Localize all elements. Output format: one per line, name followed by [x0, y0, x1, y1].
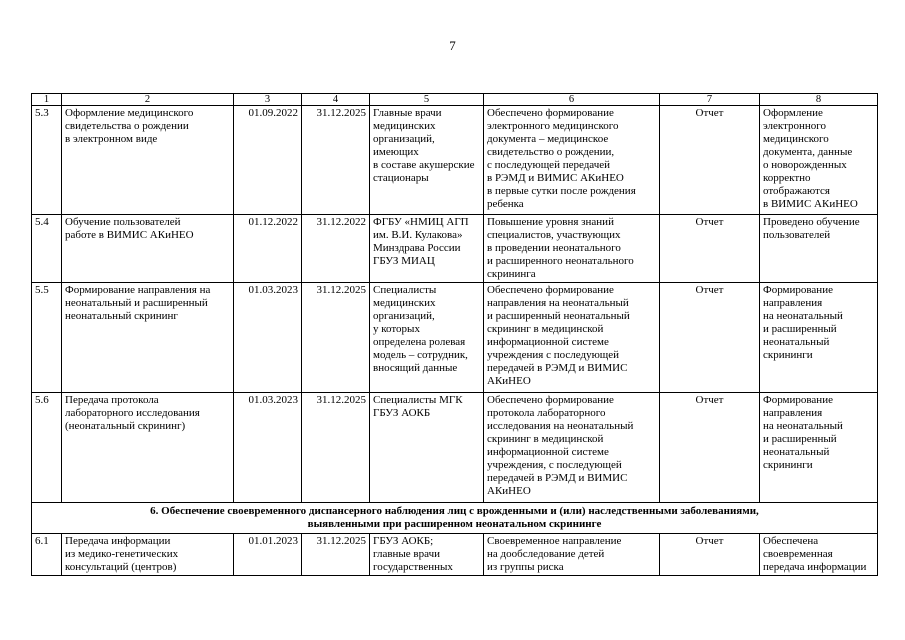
page-number: 7: [449, 38, 456, 53]
expected-result: Обеспечено формирование направления на неонатальный и расширенный неонатальный скрининг в медицинской информационной системе учреждения с последующей передачей в РЭМД и ВИМИС АКиНЕО: [484, 283, 660, 393]
item-number: 6.1: [32, 534, 62, 576]
indicator: Проведено обучение пользователей: [760, 215, 878, 283]
start-date: 01.03.2023: [234, 283, 302, 393]
end-date: 31.12.2022: [302, 215, 370, 283]
col-header: 5: [370, 94, 484, 106]
item-name: Формирование направления на неонатальный и расширенный неонатальный скрининг: [62, 283, 234, 393]
column-number-row: [32, 94, 878, 106]
item-name: Передача информации из медико-генетических консультаций (центров): [62, 534, 234, 576]
table-row: [32, 106, 878, 215]
responsible: Специалисты медицинских организаций, у которых определена ролевая модель – сотрудник, вносящий данные: [370, 283, 484, 393]
end-date: 31.12.2025: [302, 283, 370, 393]
report-type: Отчет: [660, 215, 760, 283]
report-type: Отчет: [660, 534, 760, 576]
item-name: Передача протокола лабораторного исследования (неонатальный скрининг): [62, 393, 234, 503]
table-row: [32, 215, 878, 283]
col-header: 8: [760, 94, 878, 106]
start-date: 01.09.2022: [234, 106, 302, 215]
end-date: 31.12.2025: [302, 393, 370, 503]
col-header: 2: [62, 94, 234, 106]
col-header: 7: [660, 94, 760, 106]
responsible: ФГБУ «НМИЦ АГП им. В.И. Кулакова» Минздрава России ГБУЗ МИАЦ: [370, 215, 484, 283]
indicator: Обеспечена своевременная передача информации: [760, 534, 878, 576]
item-name: Обучение пользователей работе в ВИМИС АКиНЕО: [62, 215, 234, 283]
expected-result: Обеспечено формирование протокола лабораторного исследования на неонатальный скрининг в медицинской информационной системе учреждения, с последующей передачей в РЭМД и ВИМИС АКиНЕО: [484, 393, 660, 503]
end-date: 31.12.2025: [302, 106, 370, 215]
report-type: Отчет: [660, 106, 760, 215]
end-date: 31.12.2025: [302, 534, 370, 576]
table-row: [32, 534, 878, 576]
responsible: ГБУЗ АОКБ; главные врачи государственных: [370, 534, 484, 576]
responsible: Главные врачи медицинских организаций, имеющих в составе акушерские стационары: [370, 106, 484, 215]
item-number: 5.3: [32, 106, 62, 215]
item-number: 5.4: [32, 215, 62, 283]
table-row: [32, 393, 878, 503]
expected-result: Обеспечено формирование электронного медицинского документа – медицинское свидетельство о рождении, с последующей передачей в РЭМД и ВИМИС АКиНЕО в первые сутки после рождения ребенка: [484, 106, 660, 215]
col-header: 1: [32, 94, 62, 106]
col-header: 3: [234, 94, 302, 106]
col-header: 4: [302, 94, 370, 106]
start-date: 01.12.2022: [234, 215, 302, 283]
report-type: Отчет: [660, 283, 760, 393]
item-number: 5.5: [32, 283, 62, 393]
item-number: 5.6: [32, 393, 62, 503]
plan-table: [31, 93, 878, 576]
responsible: Специалисты МГК ГБУЗ АОКБ: [370, 393, 484, 503]
expected-result: Своевременное направление на дообследование детей из группы риска: [484, 534, 660, 576]
expected-result: Повышение уровня знаний специалистов, участвующих в проведении неонатального и расширенного неонатального скрининга: [484, 215, 660, 283]
table-row: [32, 283, 878, 393]
start-date: 01.01.2023: [234, 534, 302, 576]
indicator: Формирование направления на неонатальный и расширенный неонатальный скрининги: [760, 393, 878, 503]
report-type: Отчет: [660, 393, 760, 503]
section-heading: 6. Обеспечение своевременного диспансерного наблюдения лиц с врожденными и (или) наследственными заболеваниями, выявленными при расширенном неонатальном скрининге: [32, 503, 878, 534]
col-header: 6: [484, 94, 660, 106]
indicator: Формирование направления на неонатальный и расширенный неонатальный скрининги: [760, 283, 878, 393]
item-name: Оформление медицинского свидетельства о рождении в электронном виде: [62, 106, 234, 215]
section-row: [32, 503, 878, 534]
indicator: Оформление электронного медицинского документа, данные о новорожденных корректно отображаются в ВИМИС АКиНЕО: [760, 106, 878, 215]
start-date: 01.03.2023: [234, 393, 302, 503]
